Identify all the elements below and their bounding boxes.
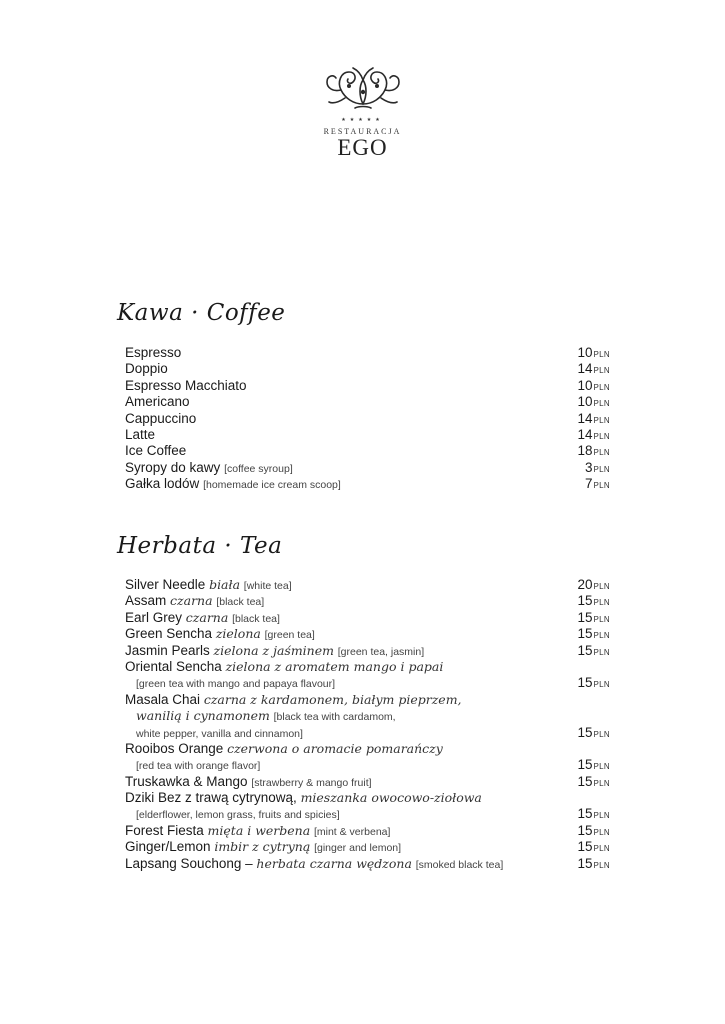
coffee-menu-item xyxy=(125,476,610,492)
price-amount: 10 xyxy=(577,394,593,410)
item-price xyxy=(578,856,611,874)
item-name: Ginger/Lemon xyxy=(125,839,211,855)
tea-section-title: Herbata · Tea xyxy=(117,533,283,559)
tea-menu-item xyxy=(125,593,610,609)
item-translation: white pepper, vanilla and cinnamon] xyxy=(136,727,303,740)
item-description: mięta i werbena xyxy=(207,822,311,838)
item-translation: [strawberry & mango fruit] xyxy=(251,776,372,789)
item-name: Assam xyxy=(125,593,167,609)
coffee-menu-item xyxy=(125,460,610,476)
tea-menu-item xyxy=(125,675,610,691)
item-name: Latte xyxy=(125,426,156,442)
item-name: Green Sencha xyxy=(125,626,213,642)
item-description: czarna xyxy=(185,609,229,625)
item-description: czarna xyxy=(170,593,213,609)
item-translation: [black tea with cardamom, xyxy=(273,711,396,724)
coffee-menu-item xyxy=(125,411,610,427)
price-currency: PLN xyxy=(593,415,610,425)
price-currency: PLN xyxy=(593,631,610,641)
item-translation: [smoked black tea] xyxy=(415,858,504,871)
price-amount: 10 xyxy=(577,377,593,393)
price-currency: PLN xyxy=(593,844,610,854)
tea-menu-item xyxy=(125,823,610,839)
price-currency: PLN xyxy=(593,811,610,821)
coffee-menu-item xyxy=(125,361,610,377)
price-currency: PLN xyxy=(593,680,610,690)
price-currency: PLN xyxy=(593,614,610,624)
tea-menu-item xyxy=(125,708,610,724)
price-amount: 15 xyxy=(577,757,593,773)
tea-menu-item xyxy=(125,610,610,626)
brand-subtitle: RESTAURACJA xyxy=(323,127,402,136)
item-description: czarna z kardamonem, białym pieprzem, xyxy=(203,691,462,707)
restaurant-logo xyxy=(0,64,725,160)
tea-menu-item xyxy=(125,774,610,790)
price-currency: PLN xyxy=(593,481,610,491)
price-currency: PLN xyxy=(593,431,610,441)
price-currency: PLN xyxy=(593,860,610,870)
item-name: Jasmin Pearls xyxy=(125,642,210,658)
tea-menu-item xyxy=(125,741,610,757)
price-currency: PLN xyxy=(593,448,610,458)
item-name: Doppio xyxy=(125,361,168,377)
item-translation: [green tea with mango and papaya flavour] xyxy=(136,678,336,691)
item-translation: [mint & verbena] xyxy=(313,825,391,838)
coffee-menu-list xyxy=(125,345,610,493)
item-name: Gałka lodów xyxy=(125,476,200,492)
item-translation: [elderflower, lemon grass, fruits and spicies] xyxy=(136,809,340,822)
price-amount: 14 xyxy=(577,426,593,442)
item-name: Ice Coffee xyxy=(125,443,187,459)
price-currency: PLN xyxy=(593,762,610,772)
price-currency: PLN xyxy=(593,827,610,837)
item-name: Oriental Sencha xyxy=(125,658,222,674)
item-name: Earl Grey xyxy=(125,609,183,625)
item-name: Cappuccino xyxy=(125,410,197,426)
price-currency: PLN xyxy=(593,464,610,474)
item-name: Forest Fiesta xyxy=(125,822,204,838)
ornament-icon xyxy=(323,64,403,112)
item-description: mieszanka owocowo-ziołowa xyxy=(300,790,482,806)
item-name: Americano xyxy=(125,394,190,410)
price-amount: 18 xyxy=(577,443,593,459)
tea-menu-item xyxy=(125,856,610,872)
coffee-section-title: Kawa · Coffee xyxy=(117,300,286,326)
item-description: zielona z jaśminem xyxy=(213,642,334,658)
tea-menu-item xyxy=(125,692,610,708)
price-amount: 15 xyxy=(577,642,593,658)
stars-rating: ★★★★★ xyxy=(341,117,384,123)
tea-menu-item xyxy=(125,659,610,675)
price-amount: 20 xyxy=(577,577,593,592)
price-amount: 15 xyxy=(577,822,593,838)
price-amount: 15 xyxy=(577,839,593,855)
coffee-menu-item xyxy=(125,345,610,361)
item-description: wanilią i cynamonem xyxy=(136,708,270,724)
tea-menu-item xyxy=(125,577,610,593)
item-translation: [green tea] xyxy=(264,629,315,642)
price-currency: PLN xyxy=(593,582,610,591)
price-currency: PLN xyxy=(593,598,610,608)
coffee-menu-item xyxy=(125,394,610,410)
item-translation: [ginger and lemon] xyxy=(314,842,402,855)
tea-menu-item xyxy=(125,806,610,822)
item-price xyxy=(585,476,610,494)
item-name: Lapsang Souchong – xyxy=(125,855,253,871)
price-amount: 14 xyxy=(577,410,593,426)
tea-menu-list xyxy=(125,577,610,872)
price-amount: 15 xyxy=(577,724,593,740)
price-amount: 14 xyxy=(577,361,593,377)
price-currency: PLN xyxy=(593,366,610,376)
tea-menu-item xyxy=(125,643,610,659)
item-description: biała xyxy=(209,577,241,592)
price-amount: 15 xyxy=(577,626,593,642)
price-currency: PLN xyxy=(593,399,610,409)
coffee-menu-item xyxy=(125,427,610,443)
item-translation: [white tea] xyxy=(243,580,292,592)
price-currency: PLN xyxy=(593,382,610,392)
price-amount: 15 xyxy=(577,806,593,822)
item-translation: [red tea with orange flavor] xyxy=(136,760,261,773)
item-description: herbata czarna wędzona xyxy=(256,855,412,871)
tea-menu-item xyxy=(125,626,610,642)
item-description: imbir z cytryną xyxy=(214,839,311,855)
item-name: Silver Needle xyxy=(125,577,206,592)
price-amount: 15 xyxy=(577,675,593,691)
price-currency: PLN xyxy=(593,729,610,739)
brand-name: EGO xyxy=(337,135,388,160)
tea-menu-item xyxy=(125,725,610,741)
price-amount: 7 xyxy=(585,476,593,492)
item-translation: [homemade ice cream scoop] xyxy=(203,479,341,492)
item-name: Espresso xyxy=(125,345,182,360)
coffee-menu-item xyxy=(125,443,610,459)
price-currency: PLN xyxy=(593,778,610,788)
price-amount: 10 xyxy=(577,345,593,360)
coffee-menu-item xyxy=(125,378,610,394)
item-description: czerwona o aromacie pomarańczy xyxy=(227,740,443,756)
item-description: zielona z aromatem mango i papai xyxy=(225,658,444,674)
item-description: zielona xyxy=(215,626,261,642)
price-amount: 15 xyxy=(577,609,593,625)
item-name: Syropy do kawy xyxy=(125,459,221,475)
item-name: Masala Chai xyxy=(125,691,201,707)
item-translation: [coffee syroup] xyxy=(224,462,293,475)
price-currency: PLN xyxy=(593,647,610,657)
item-name: Rooibos Orange xyxy=(125,740,224,756)
item-name: Espresso Macchiato xyxy=(125,377,247,393)
tea-menu-item xyxy=(125,757,610,773)
item-translation: [black tea] xyxy=(216,596,265,609)
price-amount: 15 xyxy=(577,855,593,871)
item-translation: [black tea] xyxy=(232,612,280,625)
price-amount: 15 xyxy=(577,773,593,789)
price-amount: 3 xyxy=(585,459,593,475)
tea-menu-item xyxy=(125,839,610,855)
tea-menu-item xyxy=(125,790,610,806)
item-translation: [green tea, jasmin] xyxy=(337,645,425,658)
item-name: Truskawka & Mango xyxy=(125,773,248,789)
item-name: Dziki Bez z trawą cytrynową, xyxy=(125,790,297,806)
price-amount: 15 xyxy=(577,593,593,609)
price-currency: PLN xyxy=(593,350,610,359)
